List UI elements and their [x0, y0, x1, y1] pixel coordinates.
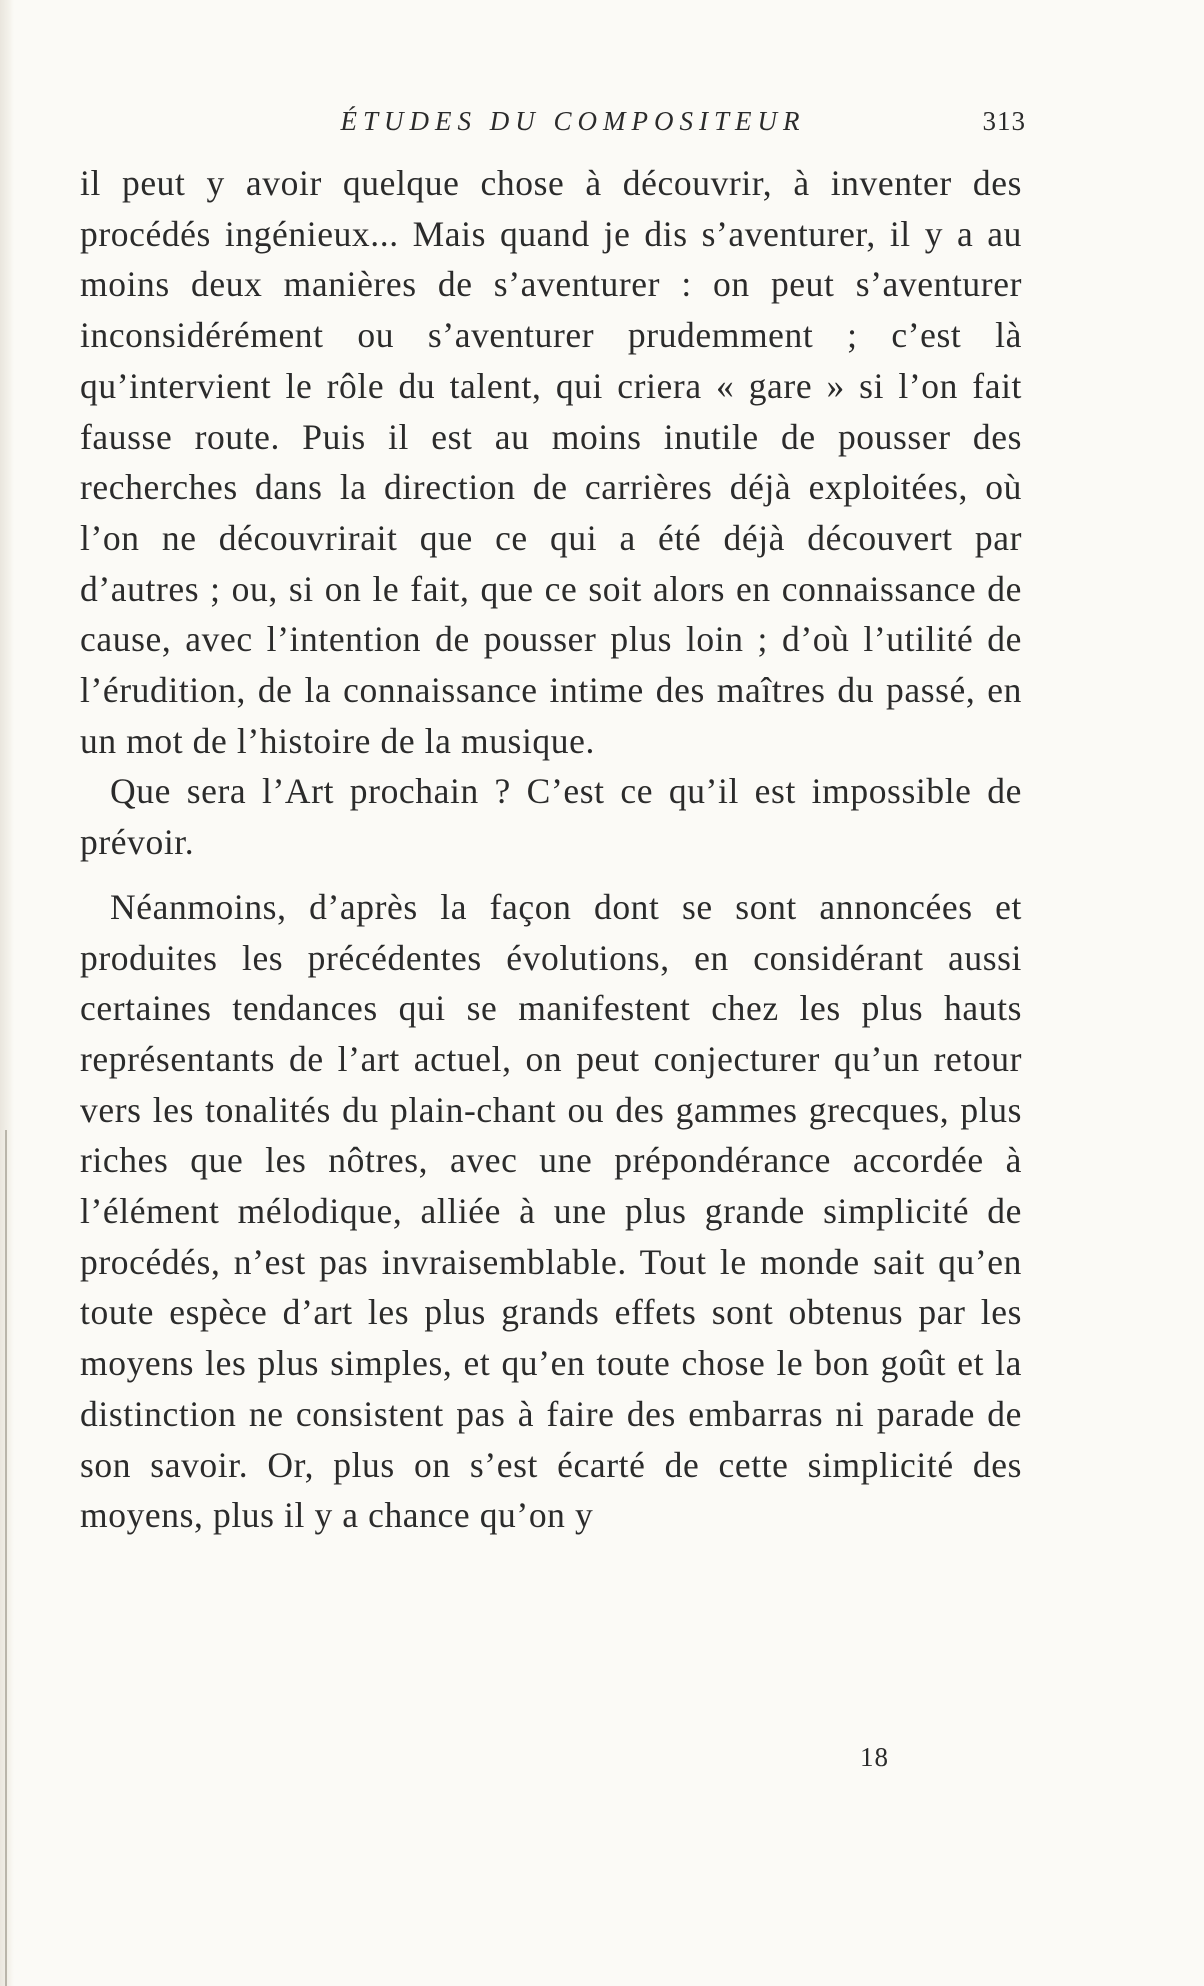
- running-head: [80, 106, 1026, 146]
- signature-mark: 18: [860, 1742, 889, 1772]
- page-number: 313: [982, 106, 1026, 136]
- page-binding-edge: [0, 0, 14, 1986]
- paragraph-2: Que sera l’Art prochain ? C’est ce qu’il est impossible de prévoir.: [80, 771, 1022, 863]
- running-title: ÉTUDES DU COMPOSITEUR: [340, 106, 806, 136]
- binding-shadow-line: [5, 1130, 7, 1986]
- body-text: [80, 158, 1022, 1541]
- paragraph-3: Néanmoins, d’après la façon dont se sont annoncées et produites les précédentes évolutions, en considérant aussi certaines tendances qui se manifestent chez les plus hauts représentants de l’art actuel, on peut conjecturer qu’un retour vers les tonalités du plain-chant ou des gammes grecques, plus riches que les nôtres, avec une prépondérance accordée à l’élément mélodique, alliée à une plus grande simplicité de procédés, n’est pas invraisemblable. Tout le monde sait qu’en toute espèce d’art les plus grands effets sont obtenus par les moyens les plus simples, et qu’en toute chose le bon goût et la distinction ne consistent pas à faire des embarras ni parade de son savoir. Or, plus on s’est écarté de cette simplicité des moyens, plus il y a chance qu’on y: [80, 886, 1022, 1536]
- paragraph-1: il peut y avoir quelque chose à découvrir, à inventer des procédés ingénieux... Mais quand je dis s’aventurer, il y a au moins deux manières de s’aventurer : on peut s’aventurer inconsidérément ou s’aventurer prudemment ; c’est là qu’intervient le rôle du talent, qui criera « gare » si l’on fait fausse route. Puis il est au moins inutile de pousser des recherches dans la direction de carrières déjà exploitées, où l’on ne découvrirait que ce qui a été déjà découvert par d’autres ; ou, si on le fait, que ce soit alors en connaissance de cause, avec l’intention de pousser plus loin ; d’où l’utilité de l’érudition, de la connaissance intime des maîtres du passé, en un mot de l’histoire de la musique.: [80, 163, 1022, 761]
